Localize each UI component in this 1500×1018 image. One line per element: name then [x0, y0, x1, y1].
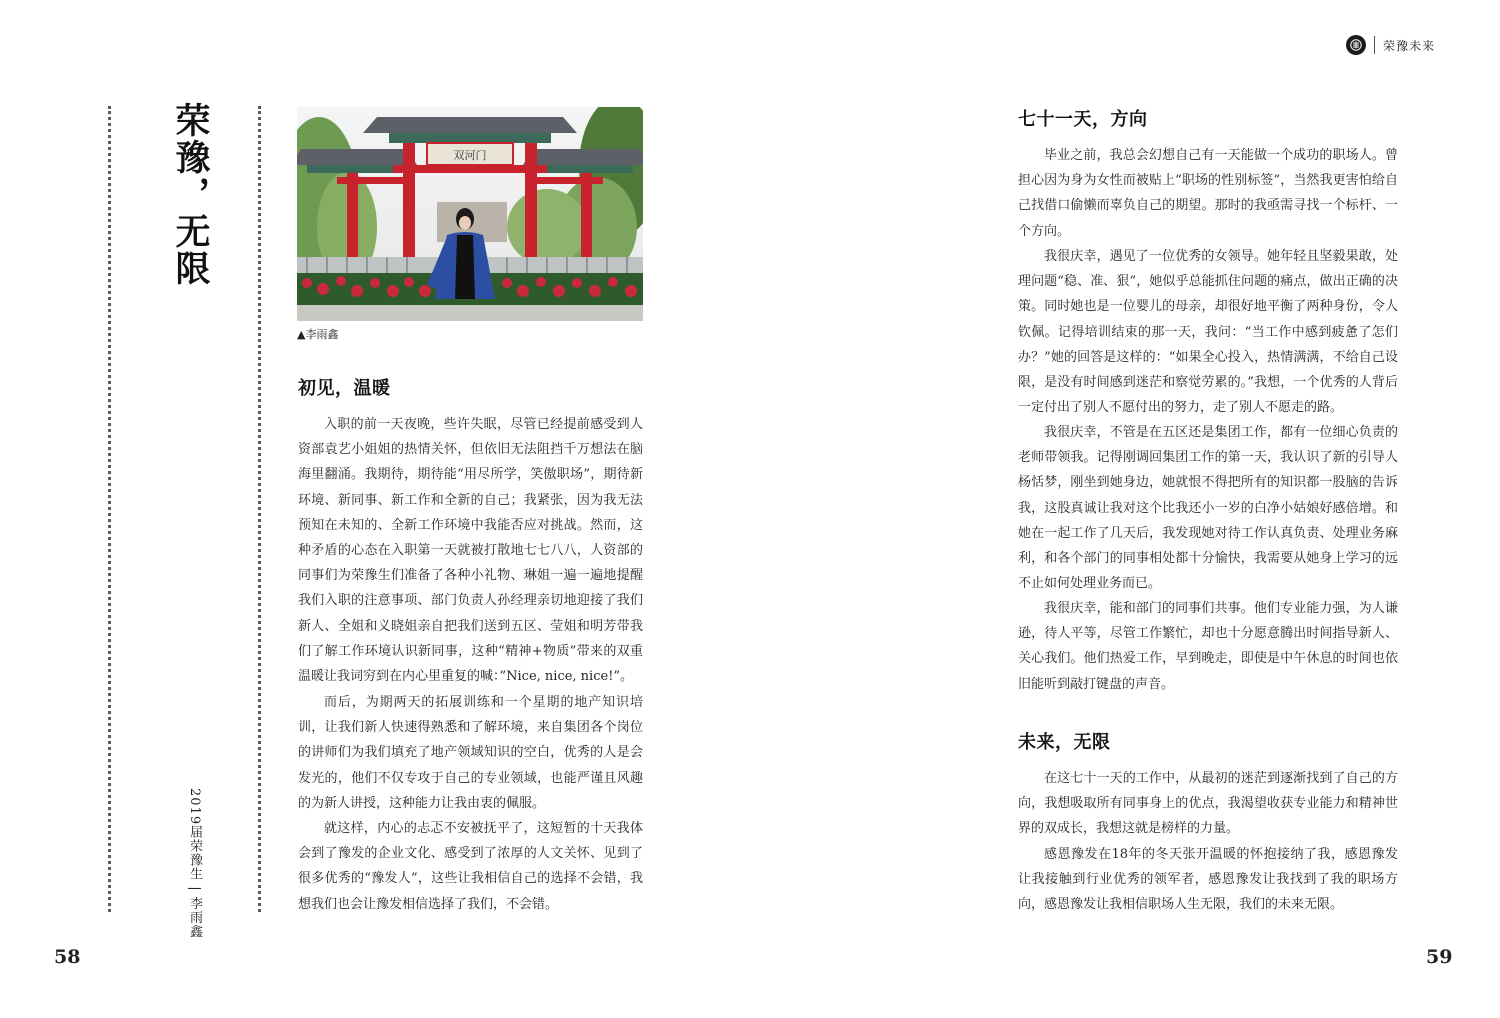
header-brand-text: 荣豫未来 [1383, 38, 1436, 53]
paragraph: 就这样，内心的忐忑不安被抚平了，这短暂的十天我体会到了豫发的企业文化、感受到了浓厚的人文关怀、见到了很多优秀的“豫发人”，这些让我相信自己的选择不会错，我想我们也会让豫发相信选择了我们，不会错。 [298, 821, 643, 912]
gate-sign-text: 双河门 [453, 149, 487, 162]
paragraph: 毕业之前，我总会幻想自己有一天能做一个成功的职场人。曾担心因为身为女性而被贴上“职场的性别标签”，当然我更害怕给自己找借口偷懒而辜负自己的期望。那时的我亟需寻找一个标杆、一个方向。 [1018, 148, 1398, 239]
article-title: 荣豫，无限 [170, 102, 211, 287]
page-number-right: 59 [1426, 946, 1453, 968]
page-header [1346, 33, 1435, 57]
photo-caption: ▲李雨鑫 [297, 328, 339, 341]
left-dotted-rule [108, 106, 111, 912]
paragraph: 我很庆幸，能和部门的同事们共事。他们专业能力强，为人谦逊，待人平等，尽管工作繁忙，却也十分愿意腾出时间指导新人、关心我们。他们热爱工作，早到晚走，即使是中午休息的时间也依旧能听到敲打键盘的声音。 [1018, 601, 1398, 692]
paragraph: 我很庆幸，遇见了一位优秀的女领导。她年轻且坚毅果敢，处理问题“稳、准、狠”，她似乎总能抓住问题的痛点，做出正确的决策。同时她也是一位婴儿的母亲，却很好地平衡了两种身份，令人钦佩。记得培训结束的那一天，我问：“当工作中感到疲惫了怎们办？”她的回答是这样的：“如果全心投入，热情满满，不给自己设限，是没有时间感到迷茫和察觉劳累的。”我想，一个优秀的人背后一定付出了别人不愿付出的努力，走了别人不愿走的路。 [1018, 249, 1398, 416]
section-heading-seventy-one-days: 七十一天，方向 [1018, 109, 1148, 130]
paragraph: 感恩豫发在18年的冬天张开温暖的怀抱接纳了我，感恩豫发让我接触到行业优秀的领军者，感恩豫发让我找到了我的职场方向，感恩豫发让我相信职场人生无限，我们的未来无限。 [1018, 847, 1398, 913]
paragraph: 而后，为期两天的拓展训练和一个星期的地产知识培训，让我们新人快速得熟悉和了解环境，来自集团各个岗位的讲师们为我们填充了地产领域知识的空白，优秀的人是会发光的，他们不仅专攻于自己的专业领域，也能严谨且风趣的为新人讲授，这种能力让我由衷的佩服。 [298, 695, 643, 811]
header-divider [1374, 36, 1375, 54]
paragraph: 在这七十一天的工作中，从最初的迷茫到逐渐找到了自己的方向，我想吸取所有同事身上的优点，我渴望收获专业能力和精神世界的双成长，我想这就是榜样的力量。 [1018, 771, 1398, 837]
inner-dotted-rule [258, 106, 261, 912]
paragraph: 我很庆幸，不管是在五区还是集团工作，都有一位细心负责的老师带领我。记得刚调回集团工作的第一天，我认识了新的引导人杨恬梦，刚坐到她身边，她就恨不得把所有的知识都一股脑的告诉我，这股真诚让我对这个比我还小一岁的白净小姑娘好感倍增。和她在一起工作了几天后，我发现她对待工作认真负责、处理业务麻利，和各个部门的同事相处都十分愉快，我需要从她身上学习的远不止如何处理业务而已。 [1018, 425, 1398, 592]
gate-illustration [297, 107, 643, 321]
page-number-left: 58 [54, 946, 81, 968]
author-byline: 2019届荣豫生 | 李雨鑫 [187, 788, 202, 939]
section-heading-future: 未来，无限 [1018, 732, 1111, 753]
brand-logo-icon [1346, 35, 1366, 55]
section-heading-first-meeting: 初见，温暖 [298, 378, 391, 399]
graduation-photo [297, 107, 643, 321]
paragraph: 入职的前一天夜晚，些许失眠，尽管已经提前感受到人资部袁艺小姐姐的热情关怀，但依旧无法阻挡千万想法在脑海里翻涌。我期待，期待能“用尽所学，笑傲职场”，期待新环境、新同事、新工作和全新的自己；我紧张，因为我无法预知在未知的、全新工作环境中我能否应对挑战。然而，这种矛盾的心态在入职第一天就被打散地七七八八，人资部的同事们为荣豫生们准备了各种小礼物、琳姐一遍一遍地提醒我们入职的注意事项、部门负责人孙经理亲切地迎接了我们新人、全姐和义晓姐亲自把我们送到五区、莹姐和明芳带我们了解工作环境认识新同事，这种“精神+物质”带来的双重温暖让我词穷到在内心里重复的喊：”Nice, nice, nice!”。 [298, 417, 643, 685]
